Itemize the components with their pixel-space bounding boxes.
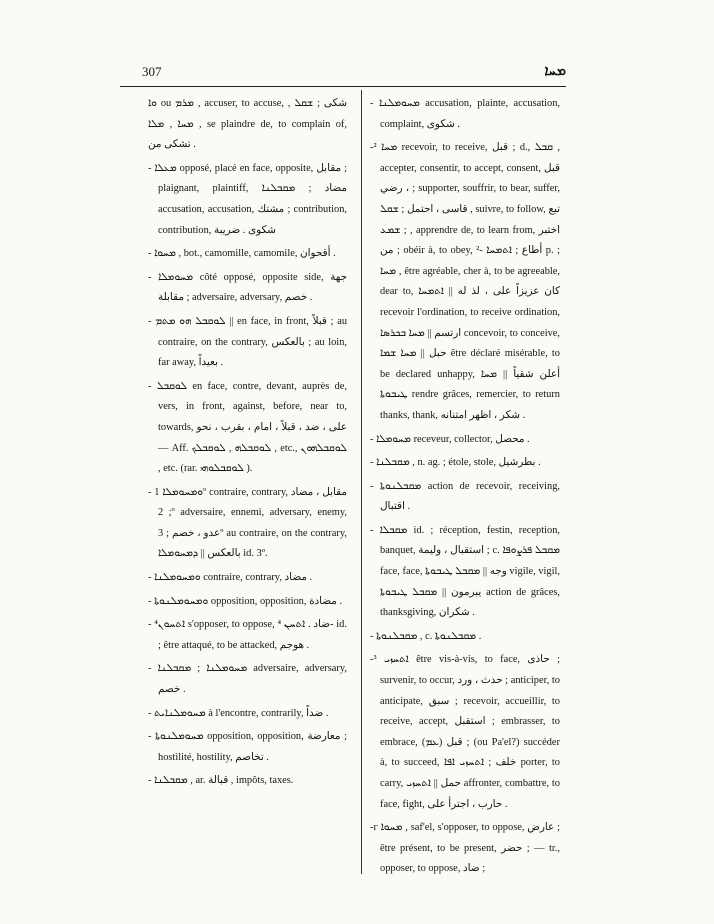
- dictionary-entry: - ܡܚܘܡܠܢܐ ; ܡܩܒܠܢܐ adversaire, adversary, خصم .: [148, 663, 347, 696]
- dictionary-entry: - ܡܩܒܠܢܘܬܐ action de recevoir, receiving, اقتبال .: [370, 480, 561, 513]
- left-column: [148, 94, 347, 795]
- header-rule: [120, 86, 566, 87]
- dictionary-entry: - ܡܩܒܠܢܘܬܐ , c. ܡܩܒܠܢܘܬܐ .: [370, 630, 482, 642]
- dictionary-entry: - ܠܘܩܒܠ ܗܘ ܡܬܡ || en face, in front, قبلاً ; au contraire, on the contrary, بالعكس ; au loin, far away, بعيداً .: [148, 315, 348, 369]
- dictionary-entry: - ܐܬܚܘܢ⁴ s'opposer, to oppose, ضاد . ܐܬܚܢ ⁴- id. ; être attaqué, to be attacked, هوجم .: [148, 619, 347, 651]
- dictionary-entry: -³ ܐܬܚܙܝ être vis-à-vis, to face, حاذى ; survenir, to occur, حدث ، ورد ; anticiper, to anticipate, سبق ; recevoir, accueillir, to receive, accept, استقبل ; embrasser, to embrace, (ܥܡ) قبل ; (ou Pa'el?) succéder à, to succeed, خلف ; ܐܬܚܙܝ ܐܦܐ porter, to carry, حمل || ܐܬܚܙܝ affronter, combattre, to face, fight, حارب ، اجترأ على .: [370, 654, 560, 810]
- dictionary-entry: - ܡܚܘܡܠܐ receveur, collector, محصل .: [370, 433, 530, 445]
- dictionary-entry: - ܘܡܚܘܡܠܢܐ contraire, contrary, مضاد .: [148, 572, 313, 584]
- running-head: ܡܚܐ: [544, 64, 566, 79]
- right-column: [370, 94, 560, 883]
- dictionary-entry: - ܡܩܒܠܐ id. ; réception, festin, reception, banquet, استقبال ، وليمة ; c. ܡܩܒܠ ܦܪܨܘܦܐ face, face, وجه || ܡܩܒܠ ܛܝܒܘܬܐ vigile, vigil, يبرمون || ܡܩܒܠ ܛܝܒܘܬܐ action de grâces, thanksgiving, شكران .: [370, 524, 560, 619]
- dictionary-entry: -ᴦ ܡܚܘܐ , saf'el, s'opposer, to oppose, عارض ; être présent, to be present, حضر ; — tr., opposer, to oppose, ضاد ;: [370, 822, 560, 875]
- dictionary-entry: - ܡܚܘܡܠܐ côté opposé, opposite side, جهة مقابلة ; adversaire, adversary, خصم .: [148, 271, 348, 304]
- dictionary-entry: - ܘܡܚܘܡܠܢܘܬܐ opposition, opposition, مضادة .: [148, 595, 343, 607]
- dictionary-entry: - ܠܘܩܒܠ en face, contre, devant, auprès de, vers, in front, against, before, near to, towards, على ، ضد ، قبلاً ، امام ، بقرب ، نحو — Aff. ܠܘܩܒܠܗ , ܠܘܩܒܠܟ , etc., ܠܘܩܒܠܗܘܢ , etc. (rar. ܠܘܩܒܠܘܗܝ ).: [148, 380, 348, 475]
- dictionary-entry: - ܡܩܒܠܢܐ , ar. قبالة , impôts, taxes.: [148, 775, 294, 787]
- dictionary-entry: - ܡܚܘܡܠܢܐ accusation, plainte, accusation, complaint, شكوى .: [370, 98, 560, 130]
- dictionary-entry: - ܡܚܘܡܠܢܘܬܐ opposition, opposition, معارضة ; hostilité, hostility, تخاصم .: [148, 731, 347, 763]
- dictionary-entry: ܘܐ ou ܡܪܡ , accuser, to accuse, شكى ; ܫܩܠ , ܡܚܐ , ܡܠܐ , se plaindre de, to complain of, تشكى من .: [148, 98, 347, 151]
- dictionary-entry: - ܡܚܘܐ , bot., camomille, camomile, أقحوان .: [148, 248, 336, 260]
- page-header: [120, 64, 566, 84]
- dictionary-entry: - ܡܩܒܠܢܐ , n. ag. ; étole, stole, بطرشيل .: [370, 457, 541, 469]
- column-divider: [361, 90, 362, 874]
- dictionary-entry: - ܡܥܠܐ opposé, placé en face, opposite, مقابل ; plaignant, plaintiff, مضاد ; ܡܩܒܠܢܐ accusation, accusation, مشتك ; contribution, contribution, شكوى . ضريبة: [148, 162, 347, 236]
- dictionary-entry: - ܡܚܘܡܠܢܐܝܬ à l'encontre, contrarily, ضداً .: [148, 707, 329, 719]
- dictionary-entry: -² ܡܚܐ recevoir, to receive, قبل ; d., ܩܒܠ , accepter, consentir, to accept, consent, قبل ، رضي ; supporter, souffrir, to bear, suffer, قاسى ، احتمل ; ܫܩܠ , suivre, to follow, تبع ; ܫܡܥ , apprendre de, to learn from, اختبر من ; obéir à, to obey, أطاع ; ܐܬܡܚܐ -² p. ; ܡܚܐ , être agréable, cher à, to be agreeable, dear to, كان عزيزاً على ، لذ له || ܐܬܡܚܐ recevoir l'ordination, to receive ordination, ارتسم || ܡܚܐ ܒܟܪܣܐ concevoir, to conceive, حبل || ܡܚܐ ܫܡܐ être déclaré misérable, to be declared unhappy, أعلن شقياً || ܡܚܐ ܛܝܒܘܬܐ rendre grâces, remercier, to return thanks, thank, شكر ، اظهر امتنانه .: [370, 142, 561, 421]
- dictionary-entry: - ܘܡܚܘܡܠܐ 1º contraire, contrary, مقابل ، مضاد ; 2º adversaire, ennemi, adversary, enemy, عدو ، خصم ; 3º au contraire, on the contrary, بالعكس || ܕܡܚܘܡܠܐ id. 3º.: [148, 486, 347, 560]
- page-number: 307: [142, 64, 162, 79]
